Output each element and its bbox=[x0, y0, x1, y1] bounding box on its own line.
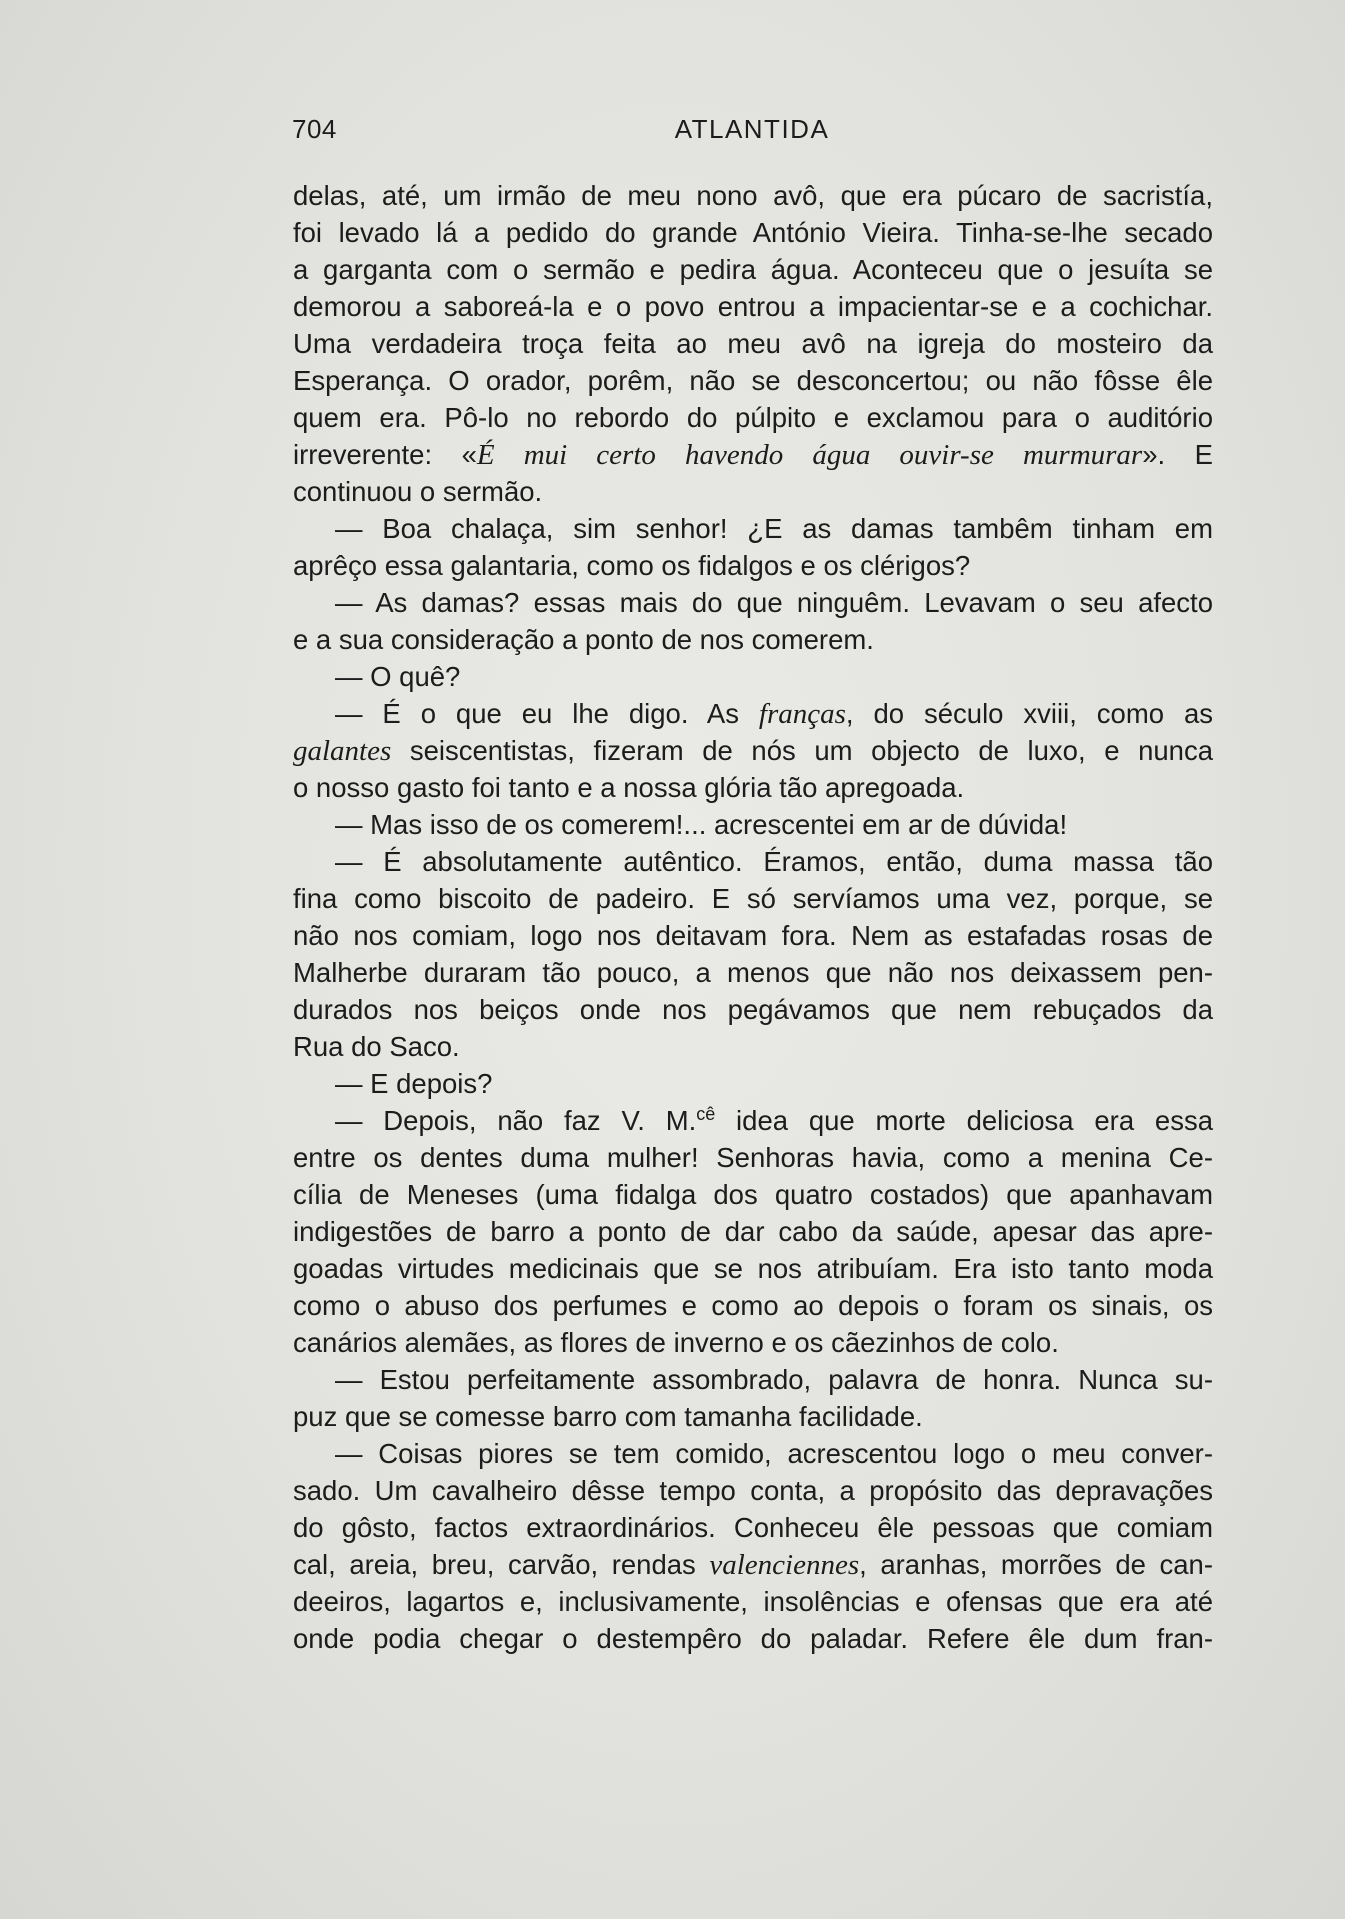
text-line: demorou a saboreá-la e o povo entrou a impacientar-se e a cochichar. bbox=[293, 291, 1213, 322]
text-line: deeiros, lagartos e, inclusivamente, insolências e ofensas que era até bbox=[293, 1586, 1213, 1617]
dialogue-line: — É absolutamente autêntico. Éramos, então, duma massa tão bbox=[335, 846, 1213, 877]
dialogue-line: — As damas? essas mais do que ninguêm. Levavam o seu afecto bbox=[335, 587, 1213, 618]
text-line: canários alemães, as flores de inverno e os cãezinhos de colo. bbox=[293, 1327, 1059, 1358]
dialogue-line: — Estou perfeitamente assombrado, palavra de honra. Nunca su- bbox=[335, 1364, 1213, 1395]
line-text: , aranhas, morrões de can- bbox=[859, 1549, 1213, 1580]
body-text bbox=[293, 177, 1213, 1657]
text-line: quem era. Pô-lo no rebordo do púlpito e exclamou para o auditório bbox=[293, 402, 1213, 433]
text-line: puz que se comesse barro com tamanha facilidade. bbox=[293, 1401, 923, 1432]
line-text: ». E bbox=[1142, 439, 1213, 470]
text-line: sado. Um cavalheiro dêsse tempo conta, a propósito das depravações bbox=[293, 1475, 1213, 1506]
text-line bbox=[293, 732, 1213, 769]
line-text: — Depois, não faz V. M. bbox=[335, 1105, 697, 1136]
line-text: idea que morte deliciosa era essa bbox=[715, 1105, 1213, 1136]
text-line: aprêço essa galantaria, como os fidalgos e os clérigos? bbox=[293, 550, 971, 581]
text-line: foi levado lá a pedido do grande António Vieira. Tinha-se-lhe secado bbox=[293, 217, 1213, 248]
running-head bbox=[292, 108, 1212, 148]
italic-word: valenciennes bbox=[709, 1549, 860, 1581]
text-line: não nos comiam, logo nos deitavam fora. Nem as estafadas rosas de bbox=[293, 920, 1213, 951]
text-line: onde podia chegar o destempêro do paladar. Refere êle dum fran- bbox=[293, 1623, 1213, 1654]
dialogue-line: — Boa chalaça, sim senhor! ¿E as damas tambêm tinham em bbox=[335, 513, 1213, 544]
page-number: 704 bbox=[292, 114, 337, 144]
dialogue-line bbox=[293, 695, 1213, 732]
text-line: Uma verdadeira troça feita ao meu avô na igreja do mosteiro da bbox=[293, 328, 1213, 359]
text-line: continuou o sermão. bbox=[293, 476, 543, 507]
text-line: do gôsto, factos extraordinários. Conheceu êle pessoas que comiam bbox=[293, 1512, 1213, 1543]
text-line: como o abuso dos perfumes e como ao depois o foram os sinais, os bbox=[293, 1290, 1213, 1321]
dialogue-line: — Coisas piores se tem comido, acrescentou logo o meu conver- bbox=[335, 1438, 1213, 1469]
text-line bbox=[293, 436, 1213, 473]
text-line bbox=[293, 1546, 1213, 1583]
italic-word: franças bbox=[758, 698, 846, 730]
dialogue-line: — E depois? bbox=[335, 1068, 493, 1099]
text-line: Esperança. O orador, porêm, não se desconcertou; ou não fôsse êle bbox=[293, 365, 1213, 396]
line-text: irreverente: « bbox=[293, 439, 477, 470]
text-line: Rua do Saco. bbox=[293, 1031, 460, 1062]
dialogue-line: — Mas isso de os comerem!... acrescentei em ar de dúvida! bbox=[335, 809, 1068, 840]
text-line: indigestões de barro a ponto de dar cabo da saúde, apesar das apre- bbox=[293, 1216, 1213, 1247]
text-line: a garganta com o sermão e pedira água. Aconteceu que o jesuíta se bbox=[293, 254, 1213, 285]
running-title: ATLANTIDA bbox=[674, 114, 830, 144]
italic-word: galantes bbox=[293, 735, 392, 767]
line-text: — É o que eu lhe digo. As bbox=[335, 698, 759, 729]
text-line: entre os dentes duma mulher! Senhoras havia, como a menina Ce- bbox=[293, 1142, 1213, 1173]
text-line: e a sua consideração a ponto de nos comerem. bbox=[293, 624, 874, 655]
text-line: Malherbe duraram tão pouco, a menos que não nos deixassem pen- bbox=[293, 957, 1213, 988]
superscript-abbrev: cê bbox=[696, 1103, 716, 1124]
dialogue-line: — O quê? bbox=[335, 661, 461, 692]
line-text: , do século xviii, como as bbox=[845, 698, 1214, 729]
line-text: cal, areia, breu, carvão, rendas bbox=[293, 1549, 710, 1580]
text-line: o nosso gasto foi tanto e a nossa glória tão apregoada. bbox=[293, 772, 965, 803]
italic-quote: É mui certo havendo água ouvir-se murmurar bbox=[476, 439, 1143, 471]
line-text: seiscentistas, fizeram de nós um objecto de luxo, e nunca bbox=[391, 735, 1213, 766]
text-line: cília de Meneses (uma fidalga dos quatro costados) que apanhavam bbox=[293, 1179, 1213, 1210]
text-line: goadas virtudes medicinais que se nos atribuíam. Era isto tanto moda bbox=[293, 1253, 1213, 1284]
text-line: delas, até, um irmão de meu nono avô, que era púcaro de sacristía, bbox=[293, 180, 1213, 211]
text-line: fina como biscoito de padeiro. E só servíamos uma vez, porque, se bbox=[293, 883, 1213, 914]
text-line: durados nos beiços onde nos pegávamos que nem rebuçados da bbox=[293, 994, 1213, 1025]
dialogue-line bbox=[293, 1102, 1213, 1139]
